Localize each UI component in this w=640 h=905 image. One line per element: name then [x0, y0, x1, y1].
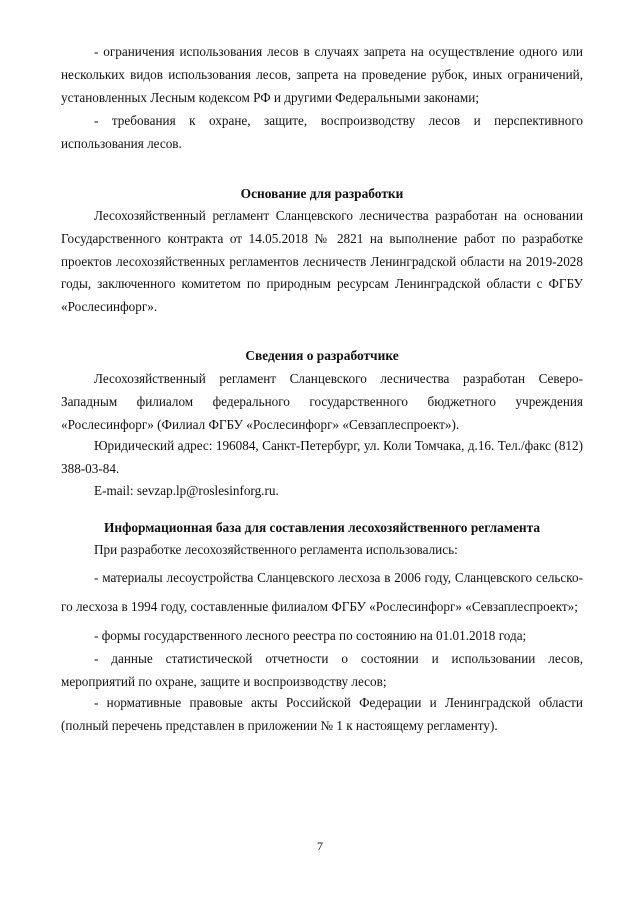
infobase-item-4: - нормативные правовые акты Российской Федерации и Ленинградской области (полный перечень представлен в приложении № 1 к настоящему регламенту).	[61, 695, 583, 733]
protection-paragraph: - требования к охране, защите, воспроизводству лесов и перспективного использования лесов.	[61, 113, 583, 151]
address-paragraph: Юридический адрес: 196084, Санкт-Петербург, ул. Коли Томчака, д.16. Тел./факс (812) 388-03-84.	[61, 438, 583, 476]
infobase-item-3: - данные статистической отчетности о состоянии и использовании лесов, мероприятий по охране, защите и воспроизводству лесов;	[61, 651, 583, 689]
basis-heading: Основание для разработки	[240, 186, 404, 201]
infobase-item-2: - формы государственного лесного реестра по состоянию на 01.01.2018 года;	[94, 628, 527, 643]
page-number: 7	[317, 839, 323, 853]
developer-heading: Сведения о разработчике	[245, 348, 399, 363]
infobase-heading: Информационная база для составления лесохозяйственного регламента	[103, 520, 541, 535]
email-paragraph: E-mail: sevzap.lp@roslesinforg.ru.	[94, 483, 279, 498]
basis-paragraph: Лесохозяйственный регламент Сланцевского лесничества разработан на основании Государственного контракта от 14.05.2018 № 2821 на выполнение работ по разработке проектов лесохозяйственных регламентов лесничеств Ленинградской области на 2019-2028 годы, заключенного комитетом по природным ресурсам Ленинградской области с ФГБУ «Рослесинфорг».	[61, 208, 583, 315]
developer-paragraph: Лесохозяйственный регламент Сланцевского лесничества разработан Северо-Западным филиалом федерального государственного бюджетного учреждения «Рослесинфорг» (Филиал ФГБУ «Рослесинфорг» «Севзаплеспроект»).	[61, 371, 583, 432]
infobase-item-1-line-1: - материалы лесоустройства Сланцевского лесхоза в 2006 году, Сланцевского сельско-	[94, 570, 583, 585]
infobase-lead: При разработке лесохозяйственного регламента использовались:	[94, 542, 458, 557]
restrictions-paragraph: - ограничения использования лесов в случаях запрета на осуществление одного или нескольких видов использования лесов, запрета на проведение рубок, иных ограничений, установленных Лесным кодексом РФ и другими Федеральными законами;	[61, 44, 583, 105]
infobase-item-1-line-2: го лесхоза в 1994 году, составленные филиалом ФГБУ «Рослесинфорг» «Севзаплеспроект»;	[61, 599, 578, 614]
